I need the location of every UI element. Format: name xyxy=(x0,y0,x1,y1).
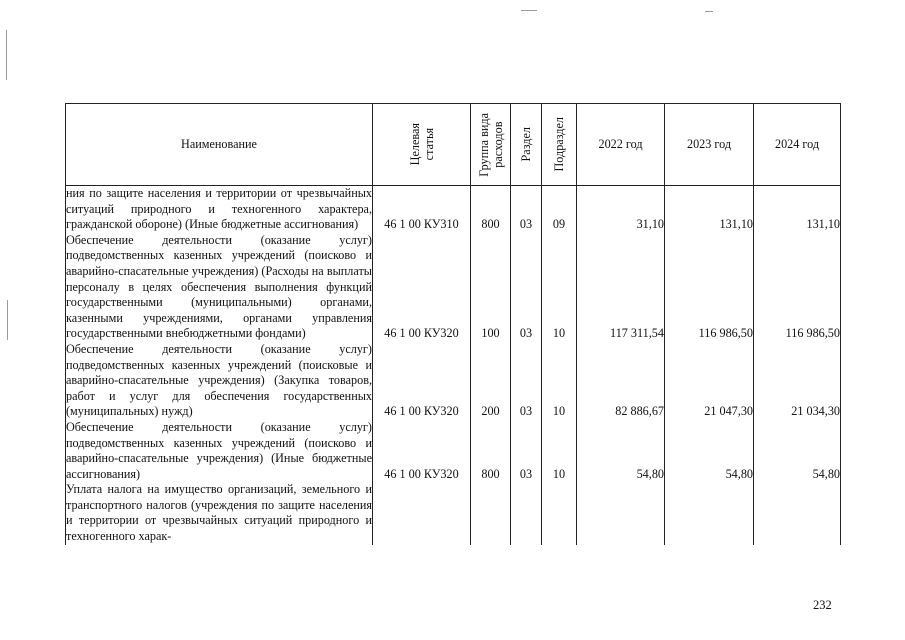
scan-artifact-left-edge xyxy=(6,30,7,80)
row-value-2024: 54,80 xyxy=(754,420,841,482)
header-target-article-label: Целевая статья xyxy=(407,123,436,166)
header-year-2023: 2023 год xyxy=(665,104,754,186)
row-target-article xyxy=(373,482,471,544)
row-value-2022: 54,80 xyxy=(577,420,665,482)
row-value-2022: 31,10 xyxy=(577,186,665,233)
row-target-article: 46 1 00 КУ320 xyxy=(373,233,471,342)
table-row xyxy=(66,482,841,544)
row-expense-group: 800 xyxy=(471,186,511,233)
row-subsection: 10 xyxy=(542,233,577,342)
row-expense-group: 100 xyxy=(471,233,511,342)
row-value-2023: 131,10 xyxy=(665,186,754,233)
page-number: 232 xyxy=(813,598,832,612)
table-row xyxy=(66,342,841,420)
row-name: ния по защите населения и территории от чрезвычайных ситуаций природного и техногенного характера, гражданской обороне) (Иные бюджетные ассигнования) xyxy=(66,186,372,232)
row-value-2023 xyxy=(665,482,754,544)
row-value-2022: 82 886,67 xyxy=(577,342,665,420)
row-value-2024: 116 986,50 xyxy=(754,233,841,342)
scan-artifact-top xyxy=(521,10,537,11)
header-section-label: Раздел xyxy=(519,127,533,162)
row-expense-group: 800 xyxy=(471,420,511,482)
table-row xyxy=(66,186,841,233)
row-value-2023: 21 047,30 xyxy=(665,342,754,420)
row-subsection: 10 xyxy=(542,342,577,420)
row-target-article: 46 1 00 КУ310 xyxy=(373,186,471,233)
header-section xyxy=(511,104,542,186)
row-subsection: 09 xyxy=(542,186,577,233)
scan-artifact-top-right xyxy=(705,11,713,12)
header-subsection-label: Подраздел xyxy=(552,117,566,172)
row-target-article: 46 1 00 КУ320 xyxy=(373,342,471,420)
row-section: 03 xyxy=(511,420,542,482)
row-value-2024 xyxy=(754,482,841,544)
row-section: 03 xyxy=(511,233,542,342)
row-target-article: 46 1 00 КУ320 xyxy=(373,420,471,482)
row-value-2022 xyxy=(577,482,665,544)
header-subsection xyxy=(542,104,577,186)
row-section xyxy=(511,482,542,544)
row-expense-group xyxy=(471,482,511,544)
header-expense-group xyxy=(471,104,511,186)
table-row xyxy=(66,420,841,482)
row-name: Обеспечение деятельности (оказание услуг) подведомственных казенных учреждений (поисково и аварийно-спасательные учреждения) (Иные бюджетные ассигнования) xyxy=(66,419,372,481)
header-year-2024: 2024 год xyxy=(754,104,841,186)
row-subsection xyxy=(542,482,577,544)
table-header-row xyxy=(66,104,841,186)
header-expense-group-label: Группа вида расходов xyxy=(476,112,505,177)
row-value-2023: 54,80 xyxy=(665,420,754,482)
header-target-article xyxy=(373,104,471,186)
row-section: 03 xyxy=(511,342,542,420)
scan-artifact-left-dots xyxy=(7,300,8,340)
header-year-2022: 2022 год xyxy=(577,104,665,186)
row-name: Уплата налога на имущество организаций, земельного и транспортного налогов (учреждения по защите населения и территории от чрезвычайных ситуаций природного и техногенного харак- xyxy=(66,482,372,544)
row-value-2022: 117 311,54 xyxy=(577,233,665,342)
row-value-2023: 116 986,50 xyxy=(665,233,754,342)
row-subsection: 10 xyxy=(542,420,577,482)
header-name: Наименование xyxy=(66,104,373,186)
row-section: 03 xyxy=(511,186,542,233)
row-name: Обеспечение деятельности (оказание услуг) подведомственных казенных учреждений (поисково и аварийно-спасательные учреждения) (Расходы на выплаты персоналу в целях обеспечения выполнения функций государственными (муниципальными) органами, казенными учреждениями, органами управления государственными внебюджетными фондами) xyxy=(66,232,372,341)
table-row xyxy=(66,233,841,342)
budget-table xyxy=(65,103,841,545)
row-expense-group: 200 xyxy=(471,342,511,420)
row-value-2024: 21 034,30 xyxy=(754,342,841,420)
row-name: Обеспечение деятельности (оказание услуг) подведомственных казенных учреждений (поисковые и аварийно-спасательные учреждения) (Закупка товаров, работ и услуг для обеспечения государственных (муниципальных) нужд) xyxy=(66,341,372,419)
row-value-2024: 131,10 xyxy=(754,186,841,233)
